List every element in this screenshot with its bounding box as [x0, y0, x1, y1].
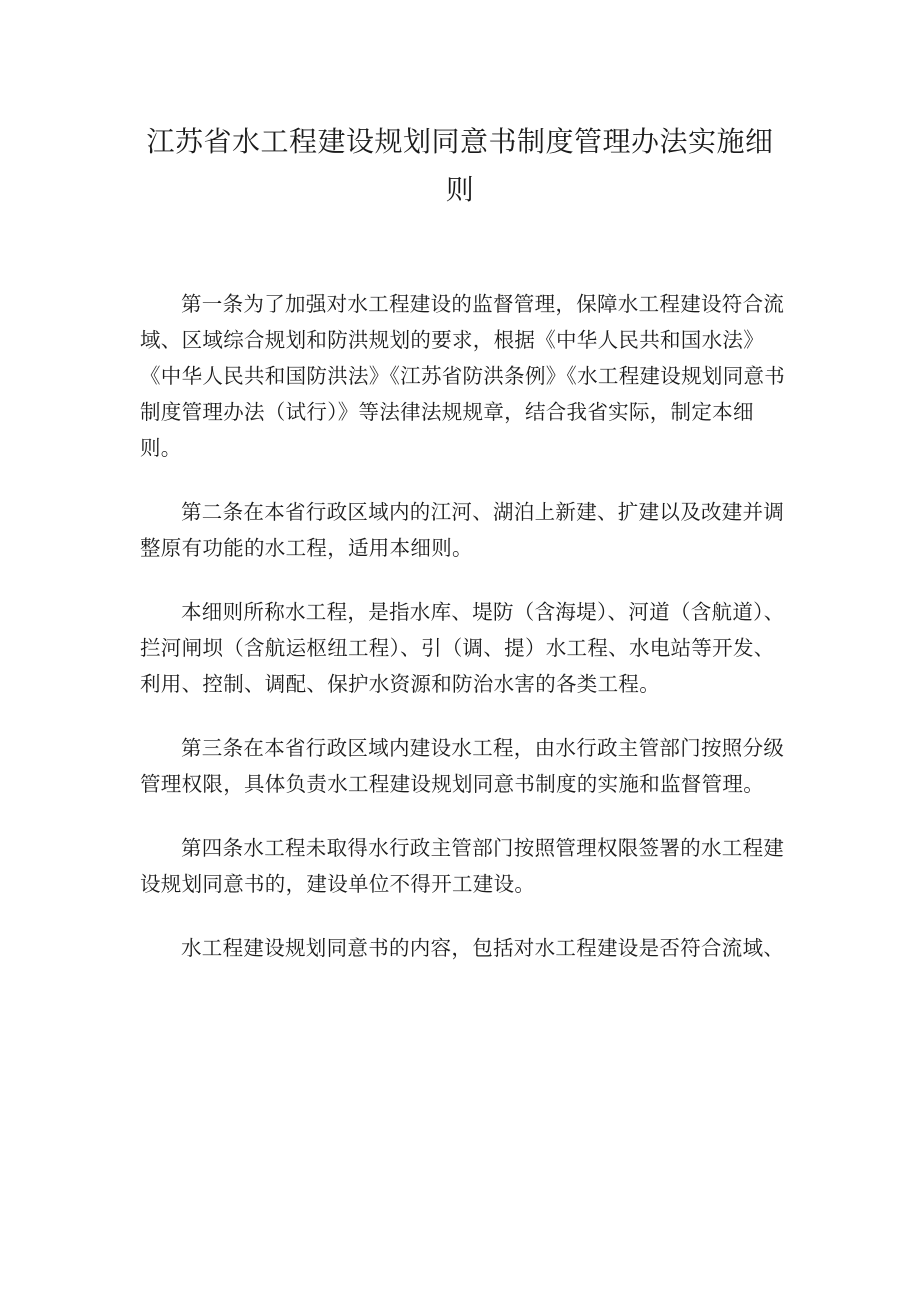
paragraph-article-1: 第一条为了加强对水工程建设的监督管理，保障水工程建设符合流域、区域综合规划和防洪规划的要求，根据《中华人民共和国水法》《中华人民共和国防洪法》《江苏省防洪条例》《水工程建设规划同意书制度管理办法（试行）》等法律法规规章，结合我省实际，制定本细则。 — [140, 292, 786, 460]
document-body — [140, 286, 790, 994]
paragraph-content-start: 水工程建设规划同意书的内容，包括对水工程建设是否符合流域、 — [181, 936, 785, 960]
paragraph-article-3: 第三条在本省行政区域内建设水工程，由水行政主管部门按照分级管理权限，具体负责水工程建设规划同意书制度的实施和监督管理。 — [140, 736, 785, 796]
paragraph-article-4: 第四条水工程未取得水行政主管部门按照管理权限签署的水工程建设规划同意书的，建设单位不得开工建设。 — [140, 836, 785, 896]
paragraph-article-2: 第二条在本省行政区域内的江河、湖泊上新建、扩建以及改建并调整原有功能的水工程，适用本细则。 — [140, 500, 785, 560]
paragraph-definition: 本细则所称水工程，是指水库、堤防（含海堤）、河道（含航道）、拦河闸坝（含航运枢纽工程）、引（调、提）水工程、水电站等开发、利用、控制、调配、保护水资源和防治水害的各类工程。 — [140, 600, 785, 696]
document-title: 江苏省水工程建设规划同意书制度管理办法实施细则 — [146, 125, 774, 206]
